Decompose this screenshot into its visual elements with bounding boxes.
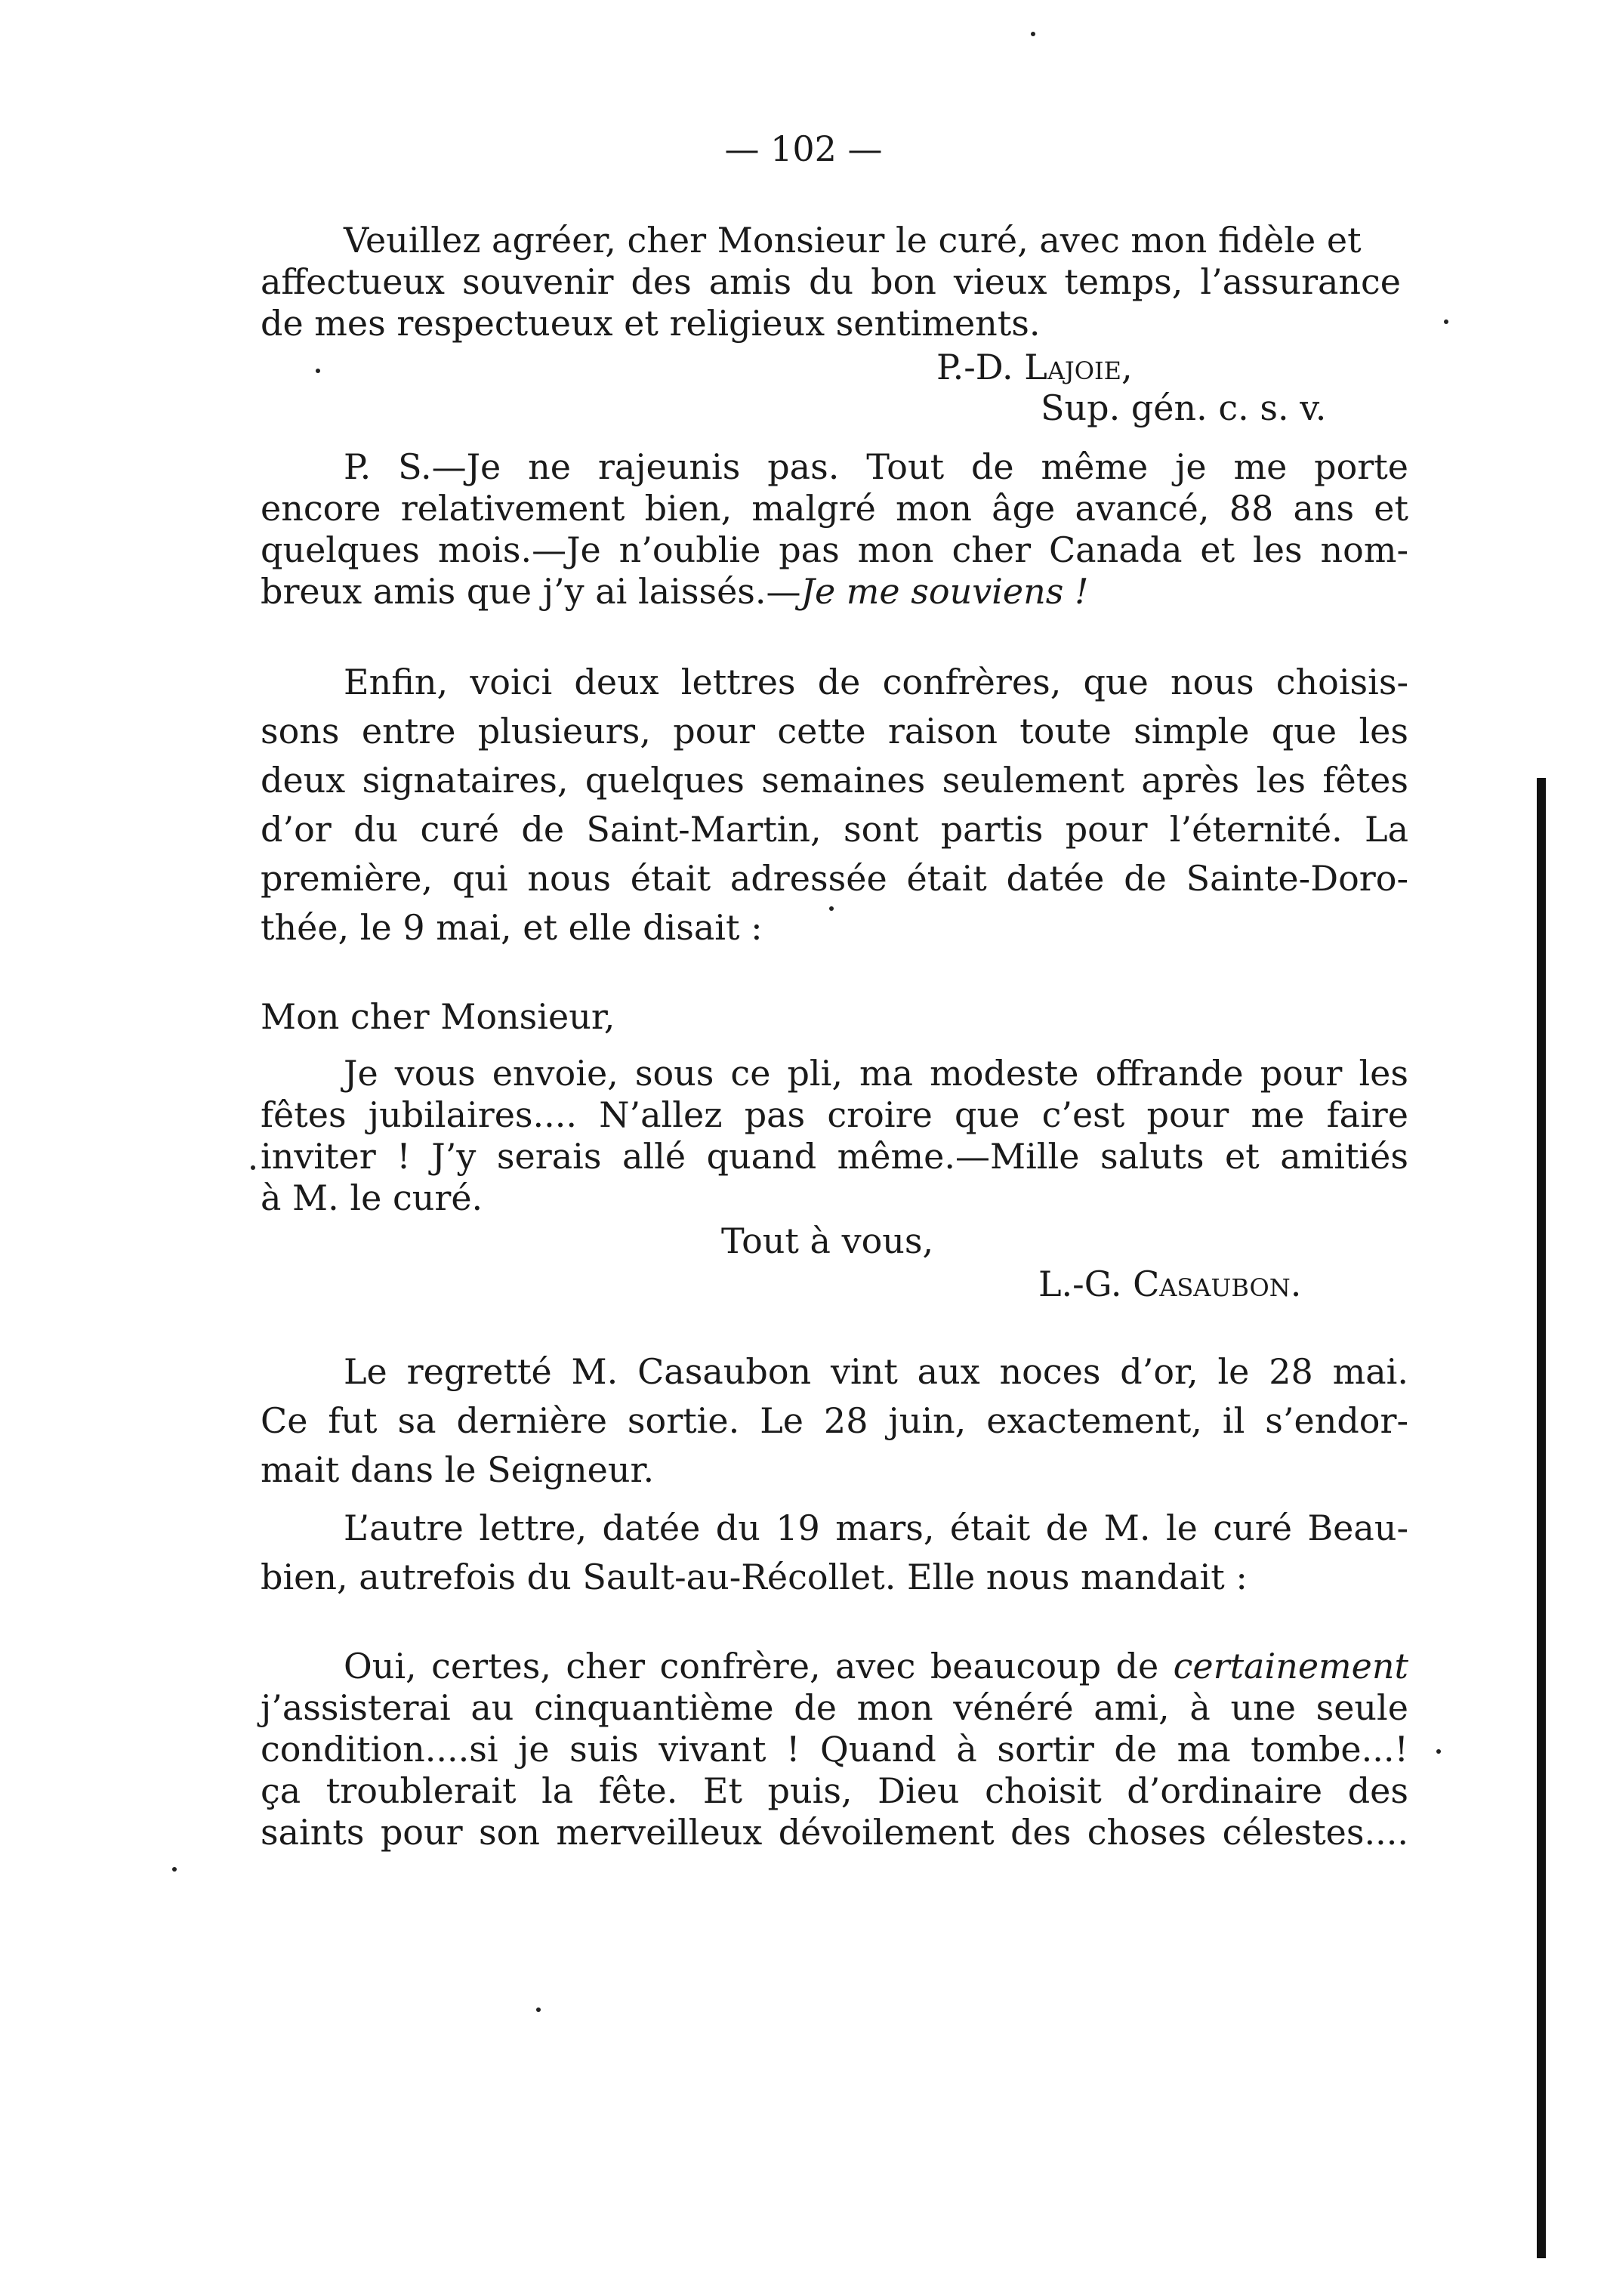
scan-edge-bar <box>1537 778 1546 2258</box>
text-line: Enfin, voici deux lettres de confrères, que nous choisis- <box>344 662 1408 702</box>
text-line: d’or du curé de Saint-Martin, sont partis pour l’éternité. La <box>261 809 1408 850</box>
signature-name: L.-G. Casaubon. <box>1038 1264 1302 1304</box>
scan-speck <box>316 369 320 373</box>
scan-speck <box>536 2007 541 2012</box>
text-line: quelques mois.—Je n’oublie pas mon cher Canada et les nom- <box>261 529 1408 570</box>
scan-speck <box>172 1867 177 1872</box>
text-line: Je vous envoie, sous ce pli, ma modeste offrande pour les <box>344 1053 1408 1094</box>
text-line: Ce fut sa dernière sortie. Le 28 juin, exactement, il s’endor- <box>261 1400 1408 1441</box>
signature-title: Sup. gén. c. s. v. <box>1041 387 1327 428</box>
text-line: encore relativement bien, malgré mon âge avancé, 88 ans et <box>261 488 1408 529</box>
scan-speck <box>829 906 834 911</box>
text-line <box>344 1645 1408 1687</box>
text-span: Oui, certes, cher confrère, avec beaucoup de <box>344 1646 1174 1687</box>
scan-speck <box>1444 319 1448 324</box>
text-line: ça troublerait la fête. Et puis, Dieu choisit d’ordinaire des <box>261 1770 1408 1811</box>
text-line: P. S.—Je ne rajeunis pas. Tout de même je me porte <box>344 446 1408 487</box>
text-line: première, qui nous était adressée était datée de Sainte-Doro- <box>261 858 1408 899</box>
closing: Tout à vous, <box>721 1221 934 1261</box>
text-line: Le regretté M. Casaubon vint aux noces d’or, le 28 mai. <box>344 1351 1408 1392</box>
text-line: de mes respectueux et religieux sentiments. <box>261 303 1041 344</box>
text-line: Veuillez agréer, cher Monsieur le curé, avec mon fidèle et <box>344 220 1362 261</box>
text-line: deux signataires, quelques semaines seulement après les fêtes <box>261 760 1408 801</box>
text-line: sons entre plusieurs, pour cette raison toute simple que les <box>261 711 1408 751</box>
text-line: condition....si je suis vivant ! Quand à sortir de ma tombe...! <box>261 1729 1408 1770</box>
salutation: Mon cher Monsieur, <box>261 996 615 1037</box>
text-line: à M. le curé. <box>261 1177 483 1218</box>
text-line <box>261 570 1088 613</box>
scan-speck <box>251 1165 255 1170</box>
signature-name: P.-D. Lajoie, <box>936 347 1133 387</box>
text-line: inviter ! J’y serais allé quand même.—Mille saluts et amitiés <box>261 1136 1408 1177</box>
text-line: bien, autrefois du Sault-au-Récollet. Elle nous mandait : <box>261 1557 1248 1597</box>
scan-speck <box>1031 32 1035 36</box>
text-line: L’autre lettre, datée du 19 mars, était de M. le curé Beau- <box>344 1508 1408 1548</box>
text-line: fêtes jubilaires.... N’allez pas croire que c’est pour me faire <box>261 1094 1408 1135</box>
text-line: saints pour son merveilleux dévoilement des choses célestes.... <box>261 1812 1408 1853</box>
text-line: j’assisterai au cinquantième de mon vénéré ami, à une seule <box>261 1687 1408 1728</box>
scan-speck <box>1436 1749 1441 1754</box>
italic-text: certainement <box>1173 1646 1408 1687</box>
page-number: — 102 — <box>724 128 883 169</box>
text-line: thée, le 9 mai, et elle disait : <box>261 907 763 948</box>
text-line: mait dans le Seigneur. <box>261 1449 655 1490</box>
italic-text: Je me souviens ! <box>800 571 1089 612</box>
text-line: affectueux souvenir des amis du bon vieux temps, l’assurance <box>261 261 1401 302</box>
text-span: breux amis que j’y ai laissés.— <box>261 571 801 612</box>
